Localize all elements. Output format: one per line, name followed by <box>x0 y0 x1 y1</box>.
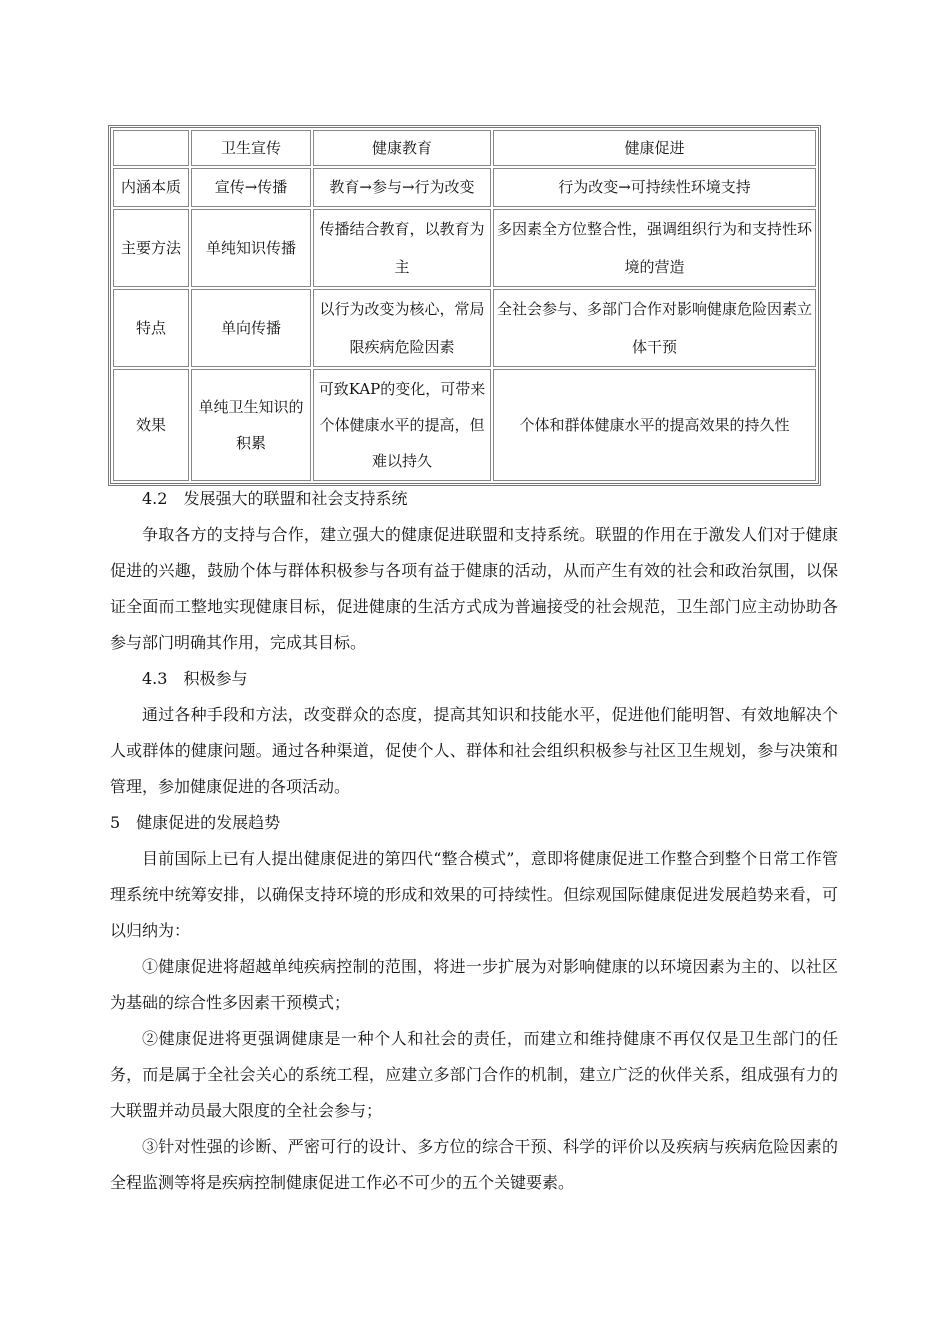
table-header-cell: 卫生宣传 <box>191 130 311 166</box>
table-cell: 主要方法 <box>113 209 189 287</box>
table-cell: 个体和群体健康水平的提高效果的持久性 <box>493 369 816 481</box>
table-row <box>113 289 816 367</box>
table-cell: 内涵本质 <box>113 168 189 207</box>
body-text <box>110 481 838 1201</box>
table-cell: 行为改变→可持续性环境支持 <box>493 168 816 207</box>
table-cell: 宣传→传播 <box>191 168 311 207</box>
table-cell: 教育→参与→行为改变 <box>313 168 491 207</box>
table-header-cell: 健康促进 <box>493 130 816 166</box>
section-heading: 4.2 发展强大的联盟和社会支持系统 <box>142 489 408 508</box>
table-cell: 可致KAP的变化，可带来个体健康水平的提高，但难以持久 <box>313 369 491 481</box>
table-header-cell <box>113 130 189 166</box>
table-cell: 多因素全方位整合性，强调组织行为和支持性环境的营造 <box>493 209 816 287</box>
paragraph: 争取各方的支持与合作，建立强大的健康促进联盟和支持系统。联盟的作用在于激发人们对于健康促进的兴趣，鼓励个体与群体积极参与各项有益于健康的活动，从而产生有效的社会和政治氛围，以保证全面而工整地实现健康目标，促进健康的生活方式成为普遍接受的社会规范，卫生部门应主动协助各参与部门明确其作用，完成其目标。 <box>110 525 838 652</box>
table-cell: 以行为改变为核心，常局限疾病危险因素 <box>313 289 491 367</box>
table-header-cell: 健康教育 <box>313 130 491 166</box>
table-cell: 效果 <box>113 369 189 481</box>
table-cell: 传播结合教育，以教育为主 <box>313 209 491 287</box>
list-item: ③针对性强的诊断、严密可行的设计、多方位的综合干预、科学的评价以及疾病与疾病危险因素的全程监测等将是疾病控制健康促进工作必不可少的五个关键要素。 <box>110 1137 838 1192</box>
table-cell: 单向传播 <box>191 289 311 367</box>
table-cell: 全社会参与、多部门合作对影响健康危险因素立体干预 <box>493 289 816 367</box>
paragraph: 目前国际上已有人提出健康促进的第四代“整合模式”，意即将健康促进工作整合到整个日常工作管理系统中统筹安排，以确保支持环境的形成和效果的可持续性。但综观国际健康促进发展趋势来看，可以归纳为： <box>110 849 838 940</box>
section-heading: 4.3 积极参与 <box>142 669 248 688</box>
table-row <box>113 168 816 207</box>
comparison-table <box>108 125 821 486</box>
table-cell: 单纯知识传播 <box>191 209 311 287</box>
table-cell: 特点 <box>113 289 189 367</box>
table-row <box>113 369 816 481</box>
list-item: ②健康促进将更强调健康是一种个人和社会的责任，而建立和维持健康不再仅仅是卫生部门的任务，而是属于全社会关心的系统工程，应建立多部门合作的机制，建立广泛的伙伴关系，组成强有力的大联盟并动员最大限度的全社会参与； <box>110 1029 838 1120</box>
table-cell: 单纯卫生知识的积累 <box>191 369 311 481</box>
paragraph: 通过各种手段和方法，改变群众的态度，提高其知识和技能水平，促进他们能明智、有效地解决个人或群体的健康问题。通过各种渠道，促使个人、群体和社会组织积极参与社区卫生规划，参与决策和管理，参加健康促进的各项活动。 <box>110 705 838 796</box>
table-row <box>113 209 816 287</box>
table-header-row <box>113 130 816 166</box>
list-item: ①健康促进将超越单纯疾病控制的范围，将进一步扩展为对影响健康的以环境因素为主的、以社区为基础的综合性多因素干预模式； <box>110 957 838 1012</box>
section-heading: 5 健康促进的发展趋势 <box>110 813 281 832</box>
